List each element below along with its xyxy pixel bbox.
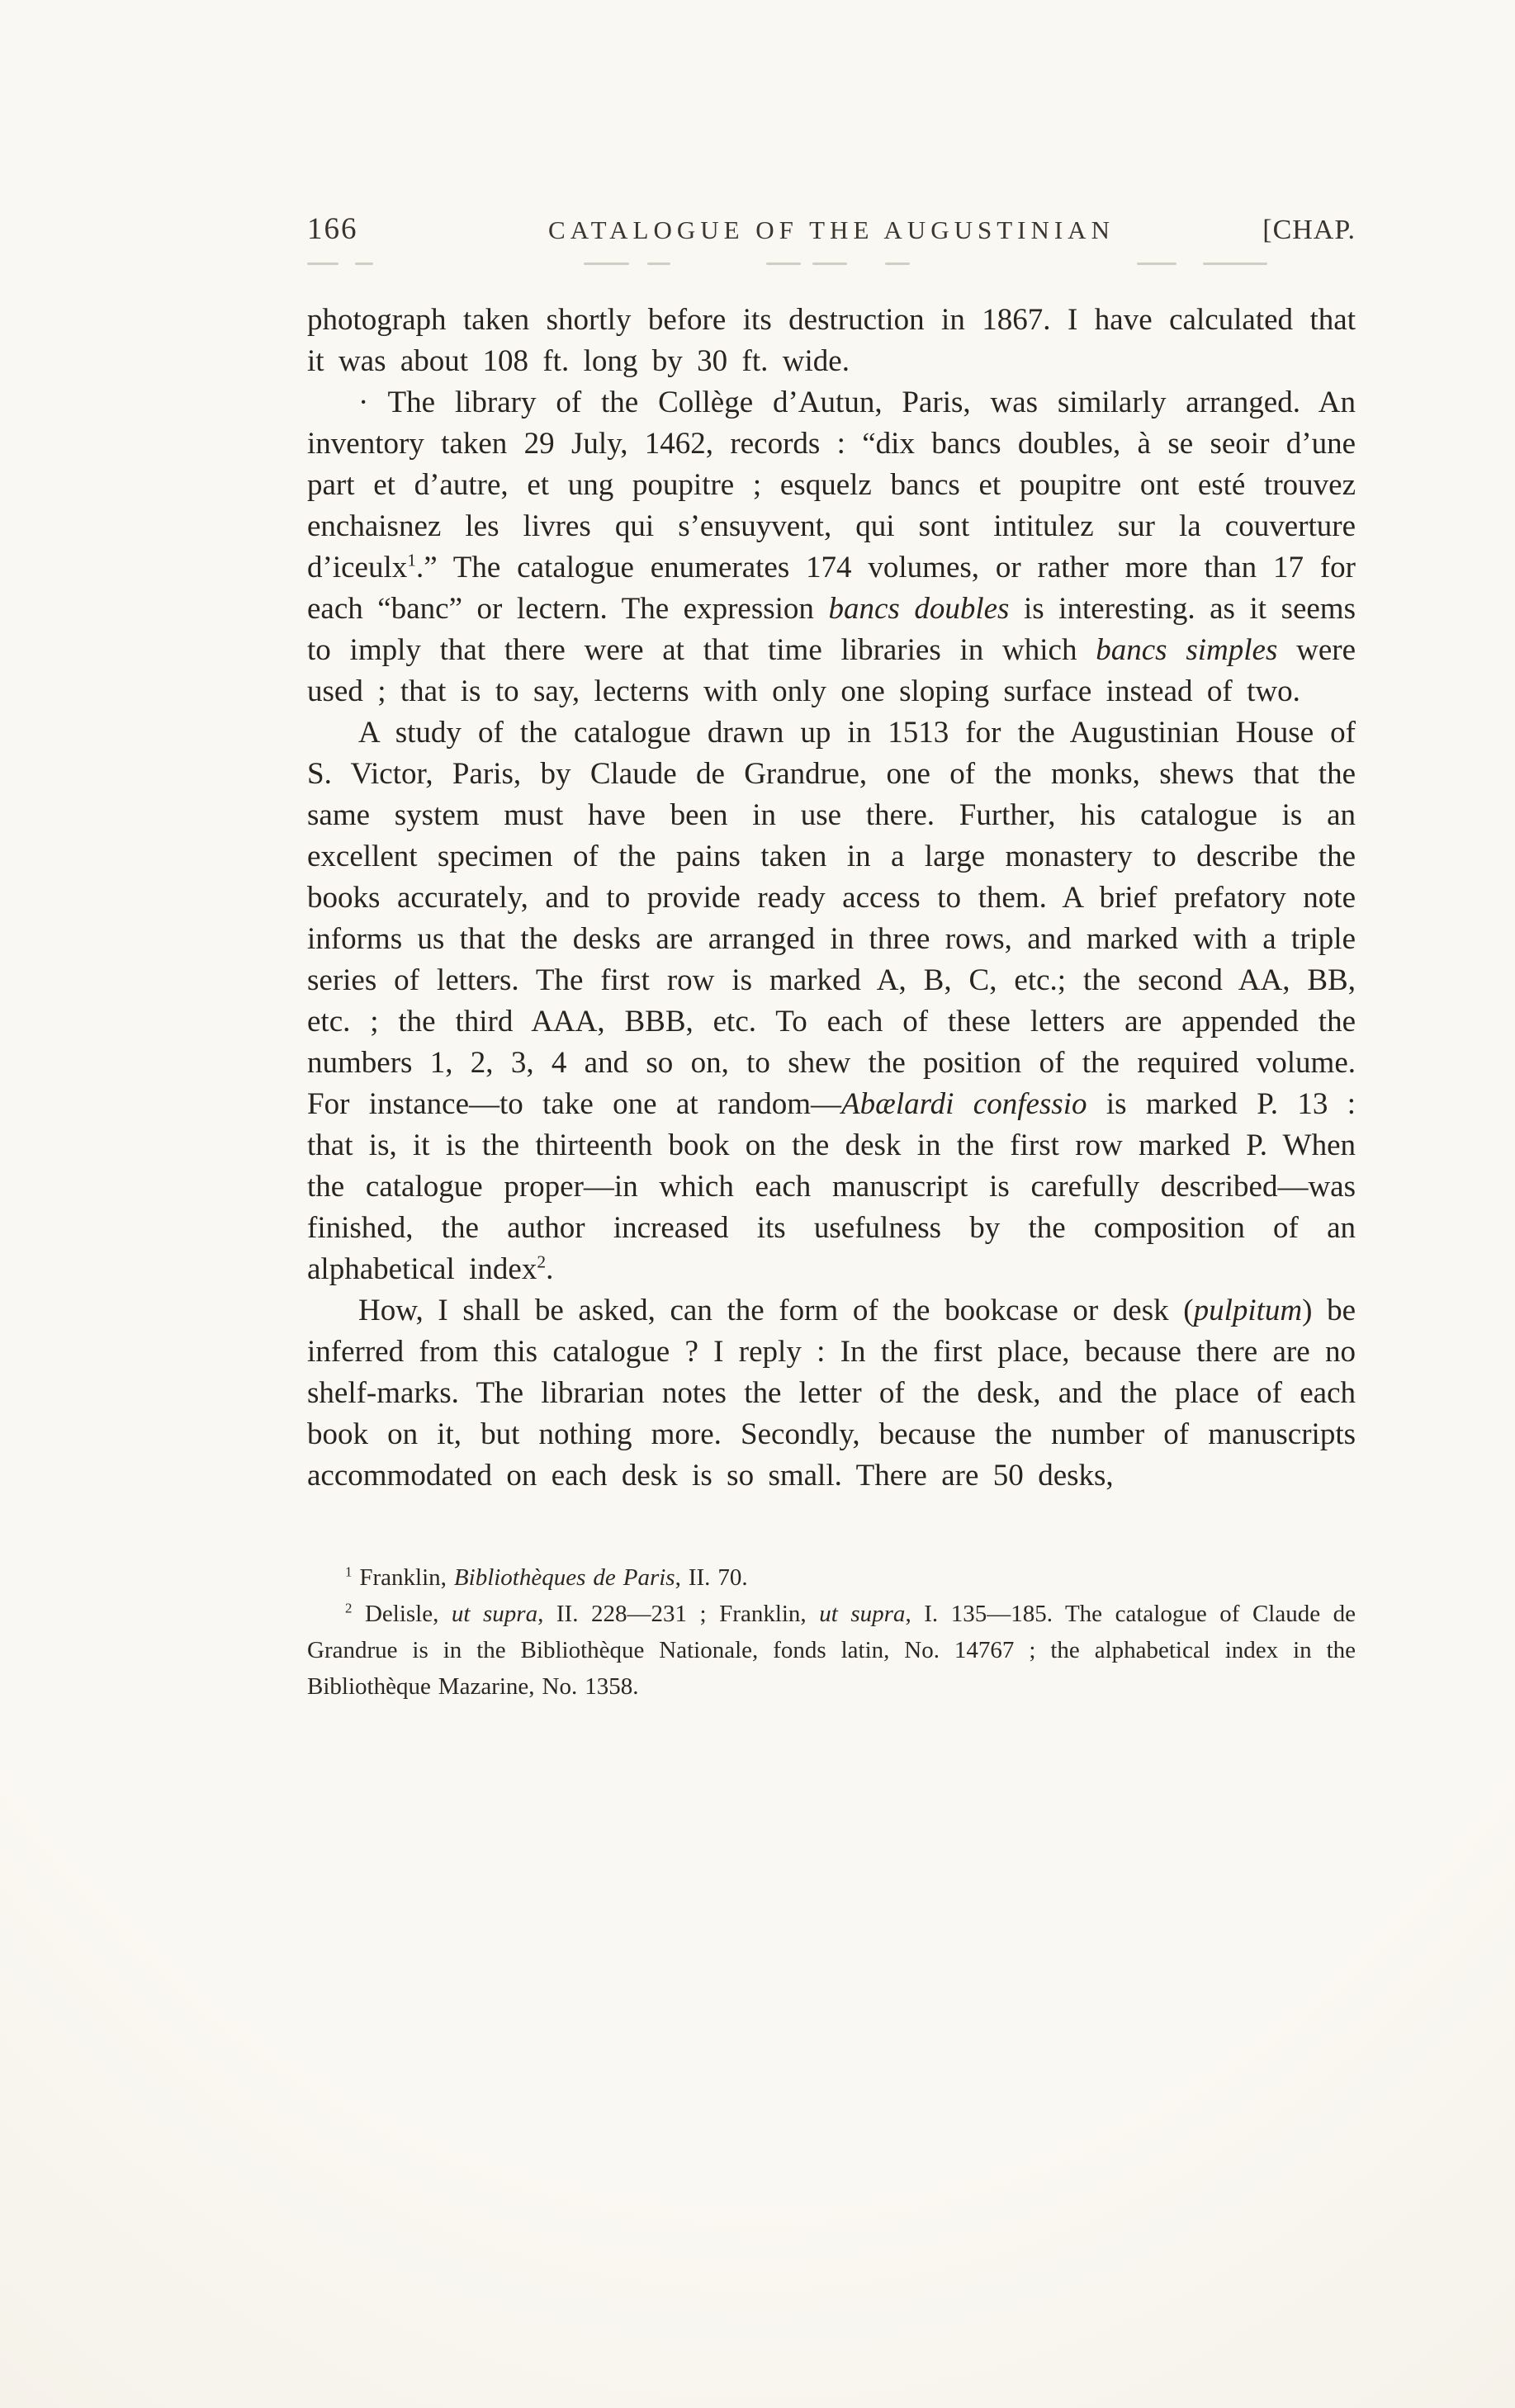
- scan-dash: [766, 263, 801, 265]
- scan-artifacts: [307, 263, 1356, 267]
- scan-dash: [1137, 263, 1176, 265]
- footnotes: [307, 1559, 1356, 1705]
- scan-dash: [355, 263, 373, 265]
- chapter-label: [CHAP.: [1262, 215, 1356, 245]
- running-header: [307, 211, 1356, 247]
- scan-dash: [1203, 263, 1267, 265]
- scan-dash: [885, 263, 910, 265]
- page-number: 166: [307, 212, 358, 246]
- scan-dash: [647, 263, 670, 265]
- paragraph: · The library of the Collège d’Autun, Paris, was similarly arranged. An inventory taken 29 July, 1462, records : “dix bancs doubles, à se seoir d’une part et d’autre, et ung poupitre ; esquelz bancs et poupitre ont esté trouvez enchaisnez les livres qui s’ensuyvent, qui sont intitulez sur la couverture d’iceulx$^1$.” The catalogue enumerates 174 volumes, or rather more than 17 for each “banc” or lectern. The expression bancs doubles is interesting. as it seems to imply that there were at that time libraries in which bancs simples were used ; that is to say, lecterns with only one sloping surface instead of two.: [307, 386, 1356, 708]
- footnote: $^2$ Delisle, ut supra, II. 228—231 ; Franklin, ut supra, I. 135—185. The catalogue of Claude de Grandrue is in the Bibliothèque Nationale, fonds latin, No. 14767 ; the alphabetical index in the Bibliothèque Mazarine, No. 1358.: [307, 1600, 1356, 1700]
- paragraph: A study of the catalogue drawn up in 1513 for the Augustinian House of S. Victor, Paris, by Claude de Grandrue, one of the monks, shews that the same system must have been in use there. Further, his catalogue is an excellent specimen of the pains taken in a large monastery to describe the books accurately, and to provide ready access to them. A brief prefatory note informs us that the desks are arranged in three rows, and marked with a triple series of letters. The first row is marked A, B, C, etc.; the second AA, BB, etc. ; the third AAA, BBB, etc. To each of these letters are appended the numbers 1, 2, 3, 4 and so on, to shew the position of the required volume. For instance—to take one at random—Abælardi confessio is marked P. 13 : that is, it is the thirteenth book on the desk in the first row marked P. When the catalogue proper—in which each manuscript is carefully described—was finished, the author increased its usefulness by the composition of an alphabetical index$^2$.: [307, 716, 1356, 1286]
- scan-dash: [812, 263, 847, 265]
- scan-dash: [307, 263, 339, 265]
- footnote: $^1$ Franklin, Bibliothèques de Paris, II. 70.: [345, 1564, 748, 1591]
- paragraph: How, I shall be asked, can the form of the bookcase or desk (pulpitum) be inferred from this catalogue ? I reply : In the first place, because there are no shelf-marks. The librarian notes the letter of the desk, and the place of each book on it, but nothing more. Secondly, because the number of manuscripts accommodated on each desk is so small. There are 50 desks,: [307, 1294, 1356, 1493]
- text-block: [307, 211, 1356, 1705]
- body-text: [307, 300, 1356, 1497]
- scan-dash: [584, 263, 629, 265]
- paragraph: photograph taken shortly before its destruction in 1867. I have calculated that it was about 108 ft. long by 30 ft. wide.: [307, 303, 1356, 378]
- header-title: CATALOGUE OF THE AUGUSTINIAN: [548, 215, 1115, 244]
